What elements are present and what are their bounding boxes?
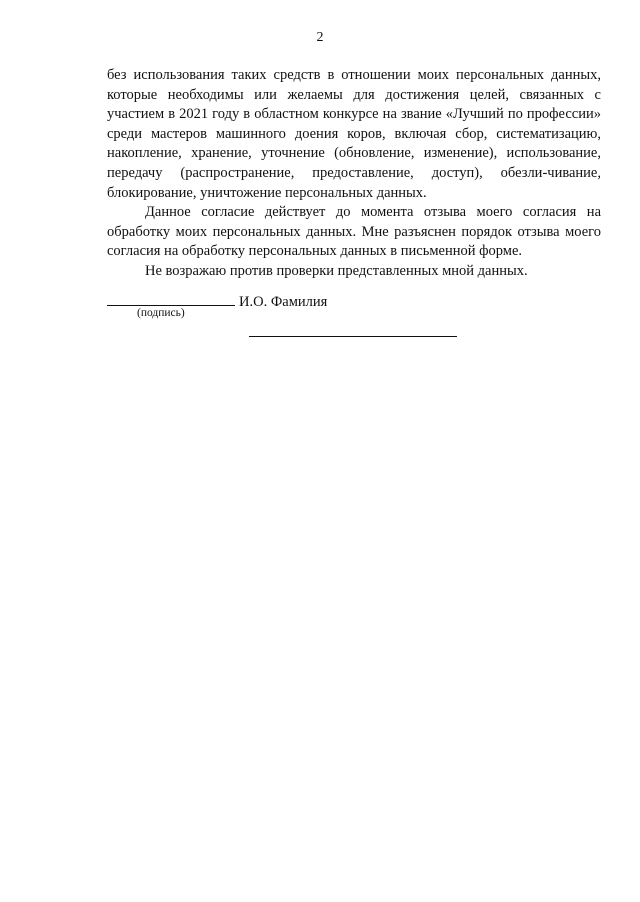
signature-caption: (подпись) [137, 307, 185, 319]
document-end-rule [249, 336, 457, 337]
signature-line [107, 292, 235, 306]
document-body [107, 66, 601, 282]
signatory-name: И.О. Фамилия [239, 294, 328, 310]
page-number: 2 [316, 30, 324, 45]
signature-block [107, 292, 407, 319]
paragraph-consent-scope: без использования таких средств в отношении моих персональных данных, которые необходимы или желаемы для достижения целей, связанных с участием в 2021 году в областном конкурсе на звание «Лучший по профессии» среди мастеров машинного доения коров, включая сбор, систематизацию, накопление, хранение, уточнение (обновление, изменение), использование, передачу (распространение, предоставление, доступ), обезли-чивание, блокирование, уничтожение персональных данных. [107, 67, 601, 201]
paragraph-consent-validity: Данное согласие действует до момента отзыва моего согласия на обработку моих персональных данных. Мне разъяснен порядок отзыва моего согласия на обработку персональных данных в письменной форме. [107, 204, 601, 260]
paragraph-no-objection: Не возражаю против проверки представленных мной данных. [145, 262, 528, 279]
